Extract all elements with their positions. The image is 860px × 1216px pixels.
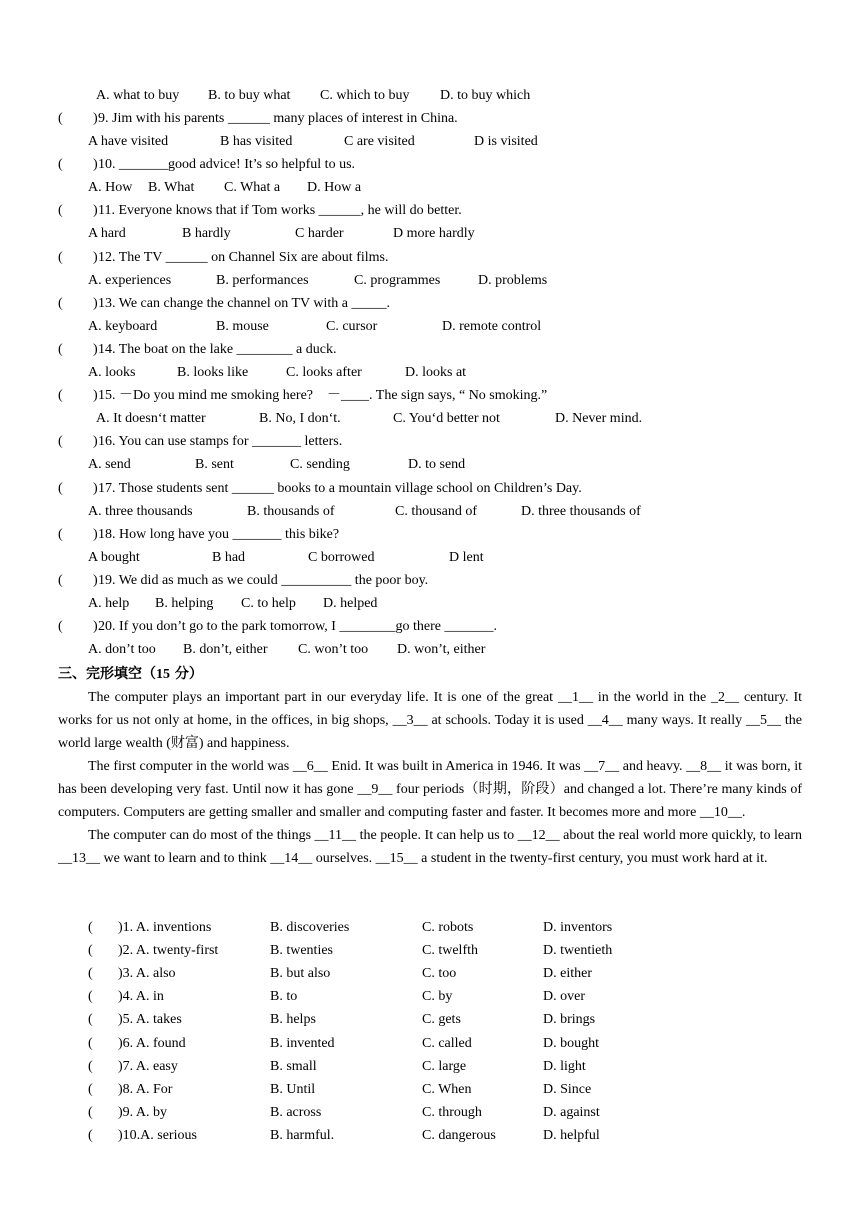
cloze-option: C. robots xyxy=(422,920,474,935)
answer-paren-close: ) xyxy=(93,203,98,219)
question-option: C. cursor xyxy=(326,318,378,334)
q8-option-a: A. what to buy xyxy=(96,88,180,103)
question-option: D. problems xyxy=(478,272,548,288)
question-option: A. help xyxy=(88,596,130,611)
question-option: C. thousand of xyxy=(395,503,478,519)
question-option: A have visited xyxy=(88,134,169,149)
q8-option-c: C. which to buy xyxy=(320,88,410,103)
question-stem: 10. _______good advice! It’s so helpful to us. xyxy=(98,157,356,173)
question-option: B. sent xyxy=(195,457,234,473)
question-option: B had xyxy=(212,549,246,565)
cloze-item-label: )9. A. by xyxy=(118,1104,167,1120)
question-option: A. don’t too xyxy=(88,642,156,658)
question-option: B. looks like xyxy=(177,365,249,380)
question-option: D. won’t, either xyxy=(397,642,486,658)
cloze-option: D. helpful xyxy=(543,1127,600,1143)
question-option: B. thousands of xyxy=(247,503,335,519)
answer-paren-open: ( xyxy=(58,157,63,173)
question-option: A. It doesn‘t matter xyxy=(96,411,206,427)
cloze-option: D. twentieth xyxy=(543,943,613,959)
question-option: C. programmes xyxy=(354,272,441,288)
cloze-item-label: )2. A. twenty-first xyxy=(118,943,219,959)
question-option: A. three thousands xyxy=(88,503,193,519)
question-stem: 14. The boat on the lake ________ a duck. xyxy=(98,342,337,357)
question-stem: 13. We can change the channel on TV with a _____. xyxy=(98,295,391,311)
question-option: D. three thousands of xyxy=(521,503,641,519)
section-heading-cloze xyxy=(58,663,203,686)
cloze-item-label: )5. A. takes xyxy=(118,1012,182,1028)
question-option: A bought xyxy=(88,549,140,565)
answer-paren-close: ) xyxy=(93,619,98,635)
cloze-option: B. twenties xyxy=(270,943,333,959)
question-option: D more hardly xyxy=(393,226,475,242)
question-option: C. sending xyxy=(290,457,350,473)
cloze-item-label: )4. A. in xyxy=(118,989,164,1005)
answer-paren-open: ( xyxy=(88,1104,93,1120)
answer-paren-open: ( xyxy=(88,943,93,959)
answer-paren-close: ) xyxy=(93,111,98,126)
question-option: A. looks xyxy=(88,365,136,380)
cloze-option: C. by xyxy=(422,989,453,1005)
cloze-option: C. through xyxy=(422,1104,482,1120)
cloze-option: C. large xyxy=(422,1058,467,1074)
question-option: C. won’t too xyxy=(298,642,369,658)
cloze-option: C. dangerous xyxy=(422,1127,496,1143)
answer-paren-close: ) xyxy=(93,434,98,450)
answer-paren-open: ( xyxy=(88,1127,93,1143)
cloze-option: D. against xyxy=(543,1104,600,1120)
answer-paren-open: ( xyxy=(88,1012,93,1028)
question-option: C. You‘d better not xyxy=(393,411,500,427)
question-option: B. don’t, either xyxy=(183,642,268,658)
section-heading-suffix: 分） xyxy=(170,666,203,682)
answer-paren-open: ( xyxy=(58,342,63,357)
answer-paren-open: ( xyxy=(58,295,63,311)
cloze-option: B. to xyxy=(270,989,298,1005)
answer-paren-open: ( xyxy=(58,249,63,265)
question-option: D. remote control xyxy=(442,318,542,334)
question-option: C. looks after xyxy=(286,365,362,380)
answer-paren-close: ) xyxy=(93,388,98,404)
cloze-option: C. too xyxy=(422,966,457,982)
answer-paren-open: ( xyxy=(88,989,93,1005)
question-option: A hard xyxy=(88,226,126,242)
q8-option-d: D. to buy which xyxy=(440,88,531,103)
question-option: C. What a xyxy=(224,180,281,196)
section-heading-score: 15 xyxy=(156,667,170,682)
question-stem: 16. You can use stamps for _______ letters. xyxy=(98,434,343,450)
cloze-option: D. bought xyxy=(543,1035,599,1051)
question-stem: 17. Those students sent ______ books to a mountain village school on Children’s Day. xyxy=(98,480,582,496)
cloze-item-label: )1. A. inventions xyxy=(118,920,212,935)
question-option: D is visited xyxy=(474,134,538,149)
answer-paren-open: ( xyxy=(58,111,63,126)
answer-paren-close: ) xyxy=(93,342,98,357)
question-option: C harder xyxy=(295,226,344,242)
answer-paren-close: ) xyxy=(93,157,98,173)
cloze-option: D. inventors xyxy=(543,920,613,935)
answer-paren-close: ) xyxy=(93,295,98,311)
answer-paren-close: ) xyxy=(93,480,98,496)
answer-paren-open: ( xyxy=(58,573,63,588)
question-stem: 19. We did as much as we could __________ the poor boy. xyxy=(98,573,429,588)
cloze-option: C. gets xyxy=(422,1012,461,1028)
question-option: C borrowed xyxy=(308,549,375,565)
answer-paren-close: ) xyxy=(93,573,98,588)
answer-paren-open: ( xyxy=(88,1035,93,1051)
question-option: C. to help xyxy=(241,596,296,611)
cloze-option: D. brings xyxy=(543,1012,596,1028)
question-option: D lent xyxy=(449,549,484,565)
cloze-option: B. harmful. xyxy=(270,1127,335,1143)
passage-paragraph: The computer can do most of the things __11__ the people. It can help us to __12__ about the real world more quickly, to learn __13__ we want to learn and to think __14__ ourselves. __15__ a student in the twenty-first century, you must work hard at it. xyxy=(58,828,802,866)
answer-paren-close: ) xyxy=(93,249,98,265)
cloze-option: C. called xyxy=(422,1035,472,1051)
question-option: A. keyboard xyxy=(88,318,158,334)
cloze-option: D. Since xyxy=(543,1081,592,1097)
passage-paragraph: The computer plays an important part in our everyday life. It is one of the great __1__ in the world in the _2__ century. It works for us not only at home, in the offices, in big shops, __3__ at schools. Today it is used __4__ many ways. It really __5__ the world large wealth (财富) and happiness. xyxy=(58,690,802,751)
answer-paren-close: ) xyxy=(93,526,98,542)
cloze-option: B. invented xyxy=(270,1035,335,1051)
question-option: A. How xyxy=(88,180,133,196)
answer-paren-open: ( xyxy=(58,619,63,635)
section-heading-prefix: 三、完形填空（ xyxy=(58,666,156,682)
question-option: C are visited xyxy=(344,134,415,149)
cloze-item-label: )7. A. easy xyxy=(118,1058,178,1074)
cloze-item-label: )10.A. serious xyxy=(118,1127,197,1143)
question-stem: 12. The TV ______ on Channel Six are about films. xyxy=(98,249,389,265)
question-option: D. to send xyxy=(408,457,466,473)
answer-paren-open: ( xyxy=(58,388,63,404)
answer-paren-open: ( xyxy=(58,526,63,542)
answer-paren-open: ( xyxy=(58,203,63,219)
question-option: B. performances xyxy=(216,272,309,288)
cloze-option: C. twelfth xyxy=(422,943,478,959)
question-stem: 20. If you don’t go to the park tomorrow, I ________go there _______. xyxy=(98,619,497,635)
question-option: D. helped xyxy=(323,596,378,611)
question-option: B has visited xyxy=(220,134,293,149)
cloze-option: B. helps xyxy=(270,1012,316,1028)
cloze-item-label: )3. A. also xyxy=(118,966,176,982)
cloze-option: D. either xyxy=(543,966,592,982)
question-stem: 18. How long have you _______ this bike? xyxy=(98,526,340,542)
question-option: D. How a xyxy=(307,180,362,196)
question-option: B hardly xyxy=(182,226,231,242)
question-option: B. mouse xyxy=(216,318,269,334)
cloze-option: B. Until xyxy=(270,1081,316,1097)
answer-paren-open: ( xyxy=(88,1058,93,1074)
cloze-item-label: )6. A. found xyxy=(118,1035,186,1051)
question-option: D. Never mind. xyxy=(555,411,643,427)
cloze-item-label: )8. A. For xyxy=(118,1081,173,1097)
answer-paren-open: ( xyxy=(88,1081,93,1097)
question-option: D. looks at xyxy=(405,365,467,380)
question-option: B. What xyxy=(148,180,195,196)
cloze-option: B. discoveries xyxy=(270,920,350,935)
cloze-option: D. over xyxy=(543,989,585,1005)
question-stem: 11. Everyone knows that if Tom works ______, he will do better. xyxy=(98,203,462,219)
q8-option-b: B. to buy what xyxy=(208,88,291,103)
answer-paren-open: ( xyxy=(88,920,93,935)
answer-paren-open: ( xyxy=(58,480,63,496)
question-stem: 15. －Do you mind me smoking here? －____. The sign says, “ No smoking.” xyxy=(98,388,548,404)
question-option: A. send xyxy=(88,457,131,473)
question-option: A. experiences xyxy=(88,272,172,288)
cloze-option: B. but also xyxy=(270,966,331,982)
answer-paren-open: ( xyxy=(58,434,63,450)
question-stem: 9. Jim with his parents ______ many places of interest in China. xyxy=(98,111,458,126)
question-option: B. No, I don‘t. xyxy=(259,411,341,427)
cloze-option: C. When xyxy=(422,1081,472,1097)
question-option: B. helping xyxy=(155,596,214,611)
answer-paren-open: ( xyxy=(88,966,93,982)
cloze-passage xyxy=(58,686,802,870)
cloze-option: B. across xyxy=(270,1104,322,1120)
cloze-option: D. light xyxy=(543,1058,586,1074)
cloze-option: B. small xyxy=(270,1058,317,1074)
passage-paragraph: The first computer in the world was __6__ Enid. It was built in America in 1946. It was __7__ and heavy. __8__ it was born, it has been developing very fast. Until now it has gone __9__ four periods（时期，阶段）and changed a lot. There’re many kinds of computers. Computers are getting smaller and smaller and computing faster and faster. It becomes more and more __10__. xyxy=(58,759,802,820)
